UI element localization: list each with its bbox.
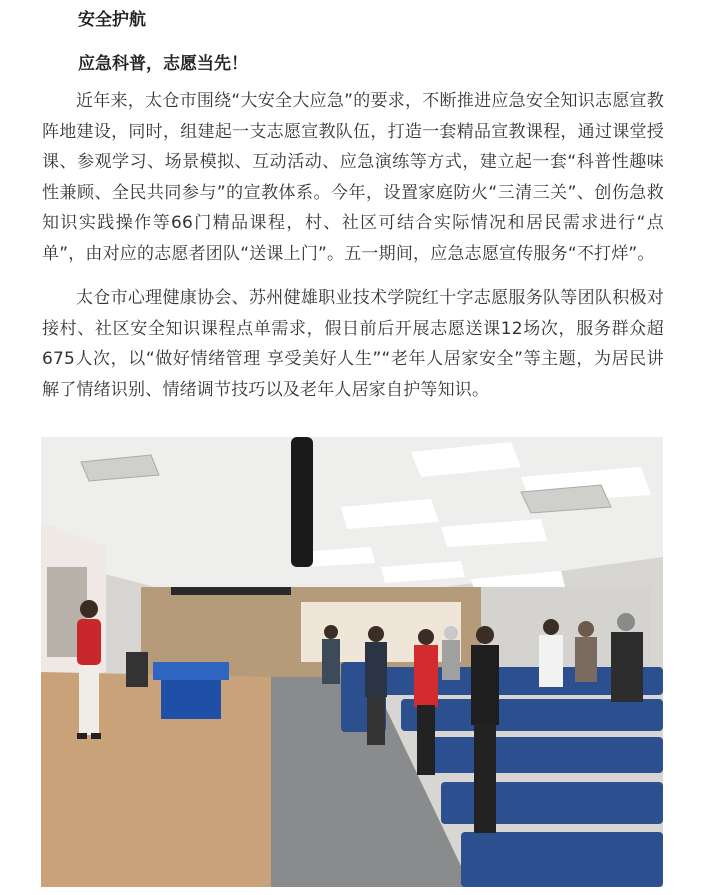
lectern-top bbox=[153, 662, 229, 680]
article bbox=[42, 0, 664, 405]
event-photo bbox=[41, 437, 663, 887]
presenter bbox=[77, 600, 101, 739]
section-subheading: 应急科普，志愿当先！ bbox=[78, 54, 248, 74]
stage-lights bbox=[171, 587, 291, 595]
paragraph-1: 近年来，太仓市围绕“大安全大应急”的要求，不断推进应急安全知识志愿宣教阵地建设，同时，组建起一支志愿宣教队伍，打造一套精品宣教课程，通过课堂授课、参观学习、场景模拟、互动活动、应急演练等方式，建立起一套“科普性趣味性兼顾、全民共同参与”的宣教体系。今年，设置家庭防火“三清三关”、创伤急救知识实践操作等66门精品课程，村、社区可结合实际情况和居民需求进行“点单”，由对应的志愿者团队“送课上门”。五一期间，应急志愿宣传服务“不打烊”。 bbox=[42, 91, 664, 264]
stage-chair bbox=[126, 652, 148, 687]
lectern bbox=[161, 677, 221, 719]
section-heading: 安全护航 bbox=[78, 10, 146, 30]
speaker-array bbox=[291, 437, 313, 567]
stage-floor bbox=[41, 672, 271, 887]
paragraph-2: 太仓市心理健康协会、苏州健雄职业技术学院红十字志愿服务队等团队积极对接村、社区安全知识课程点单需求，假日前后开展志愿送课12场次，服务群众超675人次，以“做好情绪管理 享受美好人生”“老年人居家安全”等主题，为居民讲解了情绪识别、情绪调节技巧以及老年人居家自护等知识。 bbox=[42, 288, 664, 400]
